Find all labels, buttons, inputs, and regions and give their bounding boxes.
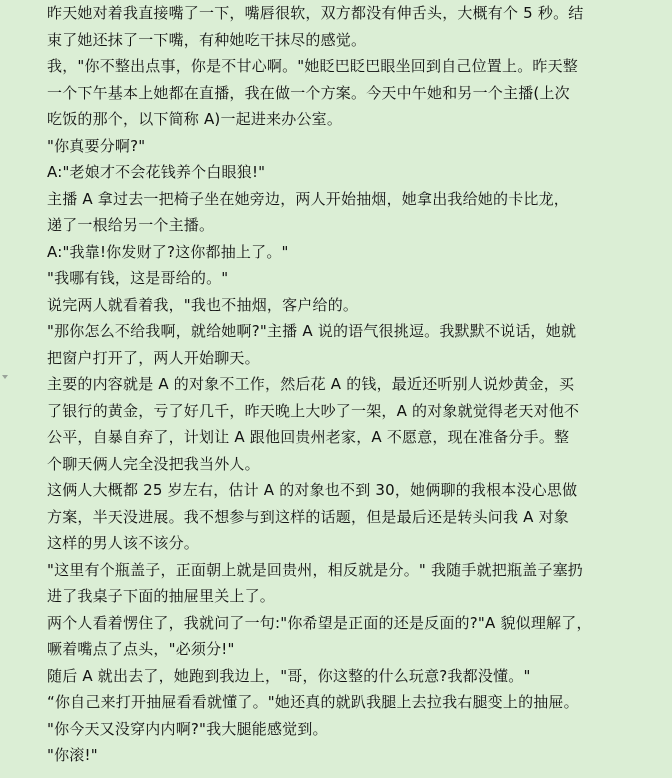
text-line: 这样的男人该不该分。 — [47, 534, 200, 552]
text-line: "这里有个瓶盖子，正面朝上就是回贵州，相反就是分。" 我随手就把瓶盖子塞扔 — [47, 560, 583, 579]
text-line: "你滚!" — [47, 746, 98, 764]
text-line: 昨天她对着我直接嘴了一下，嘴唇很软，双方都没有伸舌头，大概有个 5 秒。结 — [47, 4, 584, 22]
text-line: 我，"你不整出点事，你是不甘心啊。"她眨巴眨巴眼坐回到自己位置上。昨天整 — [47, 57, 579, 75]
margin-marker — [2, 375, 8, 379]
text-line: 进了我桌子下面的抽屉里关上了。 — [47, 587, 276, 605]
text-line: "你今天又没穿内内啊?"我大腿能感觉到。 — [47, 719, 328, 738]
text-line: "我哪有钱，这是哥给的。" — [47, 269, 229, 287]
text-line: "那你怎么不给我啊，就给她啊?"主播 A 说的语气很挑逗。我默默不说话，她就 — [47, 322, 577, 340]
text-line: “你自己来打开抽屉看看就懂了。"她还真的就趴我腿上去拉我右腿变上的抽屉。 — [47, 693, 579, 711]
text-line: 束了她还抹了一下嘴，有种她吃干抹尽的感觉。 — [47, 30, 367, 49]
text-body — [47, 0, 647, 769]
text-line: 噘着嘴点了点头，"必须分!" — [47, 640, 235, 658]
text-line: 把窗户打开了，两人开始聊天。 — [47, 348, 260, 367]
text-line: A:"老娘才不会花钱养个白眼狼!" — [47, 163, 266, 181]
text-line: 两个人看着愣住了，我就问了一句:"你希望是正面的还是反面的?"A 貌似理解了， — [47, 613, 592, 632]
text-line: 主要的内容就是 A 的对象不工作，然后花 A 的钱，最近还听别人说炒黄金，买 — [47, 375, 575, 393]
text-line: 一个下午基本上她都在直播，我在做一个方案。今天中午她和另一个主播(上次 — [47, 83, 570, 102]
text-line: A:"我靠!你发财了?这你都抽上了。" — [47, 242, 289, 261]
text-line: "你真要分啊?" — [47, 136, 146, 155]
text-line: 个聊天俩人完全没把我当外人。 — [47, 454, 260, 473]
text-line: 了银行的黄金，亏了好几千，昨天晚上大吵了一架，A 的对象就觉得老天对他不 — [47, 401, 580, 420]
text-line: 这俩人大概都 25 岁左右，估计 A 的对象也不到 30，她俩聊的我根本没心思做 — [47, 481, 578, 499]
text-line: 吃饭的那个，以下简称 A)一起进来办公室。 — [47, 110, 343, 128]
text-line: 方案，半天没进展。我不想参与到这样的话题，但是最后还是转头问我 A 对象 — [47, 507, 570, 526]
text-line: 主播 A 拿过去一把椅子坐在她旁边，两人开始抽烟，她拿出我给她的卡比龙， — [47, 189, 570, 208]
text-line: 递了一根给另一个主播。 — [47, 216, 215, 234]
text-line: 说完两人就看着我，"我也不抽烟，客户给的。 — [47, 295, 359, 314]
text-line: 公平，自暴自弃了，计划让 A 跟他回贵州老家，A 不愿意，现在准备分手。整 — [47, 428, 570, 446]
text-line: 随后 A 就出去了，她跑到我边上，"哥，你这整的什么玩意?我都没懂。" — [47, 666, 531, 685]
